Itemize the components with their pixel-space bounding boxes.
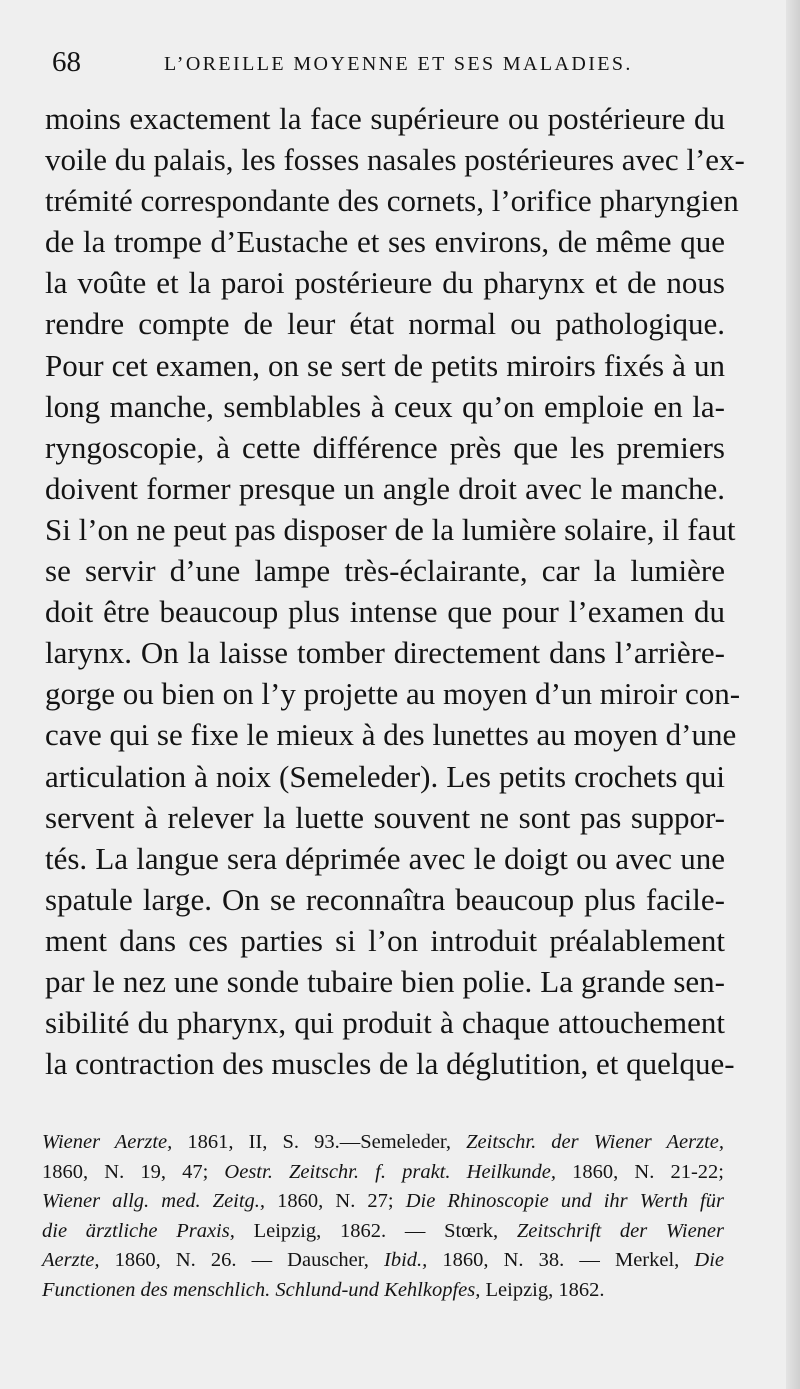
text-line: long manche, semblables à ceux qu’on emploie en la-	[45, 388, 725, 424]
text-line: rendre compte de leur état normal ou pathologique.	[45, 306, 725, 342]
text-line: doit être beaucoup plus intense que pour l’examen du	[45, 594, 725, 630]
text-line: larynx. On la laisse tomber directement dans l’arrière-	[45, 635, 725, 671]
text-line: Si l’on ne peut pas disposer de la lumière solaire, il faut	[45, 511, 736, 547]
page-number: 68	[52, 46, 81, 78]
footnote-segment: Die Rhinoscopie und ihr Werth für	[405, 1190, 724, 1212]
page-header	[52, 46, 722, 82]
footnote-segment: Aerzte,	[42, 1249, 100, 1271]
text-line: la contraction des muscles de la déglutition, et quelque-	[45, 1046, 735, 1082]
text-line: moins exactement la face supérieure ou postérieure du	[45, 101, 725, 136]
footnote-segment: Functionen des menschlich. Schlund-und Kehlkopfes,	[42, 1278, 481, 1301]
text-line: trémité correspondante des cornets, l’orifice pharyngien	[45, 183, 739, 219]
text-line: par le nez une sonde tubaire bien polie. La grande sen-	[45, 963, 725, 999]
footnote-segment: Die	[694, 1249, 724, 1271]
text-line: doivent former presque un angle droit avec le manche.	[45, 470, 725, 506]
text-line: ryngoscopie, à cette différence près que les premiers	[45, 429, 725, 465]
footnote-segment: 1860, N. 19, 47;	[42, 1160, 225, 1183]
text-line: articulation à noix (Semeleder). Les petits crochets qui	[45, 758, 725, 794]
footnote-line	[42, 1158, 724, 1188]
footnote-segment: 1860, N. 38. — Merkel,	[427, 1249, 695, 1271]
footnote-segment: Ibid.,	[384, 1249, 428, 1271]
page-edge-shadow	[786, 0, 800, 1389]
footnote-segment: Oestr. Zeitschr. f. prakt. Heilkunde,	[224, 1160, 557, 1183]
footnote-segment: 1860, N. 26. — Dauscher,	[99, 1249, 384, 1271]
footnote-segment: Leipzig, 1862. — Stœrk,	[234, 1219, 517, 1242]
footnote-segment: 1861, II, S. 93.—Semeleder,	[172, 1131, 467, 1153]
text-line: de la trompe d’Eustache et ses environs, de même que	[45, 224, 725, 260]
footnote-line	[42, 1128, 724, 1158]
running-title: L’OREILLE MOYENNE ET SES MALADIES.	[164, 53, 633, 75]
footnote	[42, 1128, 724, 1305]
footnote-segment: Zeitschrift der Wiener	[516, 1219, 724, 1242]
footnote-line	[42, 1276, 724, 1306]
footnote-line	[42, 1187, 724, 1217]
text-line: se servir d’une lampe très-éclairante, car la lumière	[45, 553, 725, 589]
text-line: spatule large. On se reconnaîtra beaucoup plus facile-	[45, 881, 725, 917]
footnote-segment: die ärztliche Praxis,	[42, 1219, 235, 1242]
footnote-line	[42, 1217, 724, 1247]
text-line: voile du palais, les fosses nasales postérieures avec l’ex-	[45, 142, 745, 178]
text-line: ment dans ces parties si l’on introduit préalablement	[45, 922, 725, 958]
footnote-segment: Wiener allg. med. Zeitg.,	[42, 1190, 266, 1212]
body-text	[45, 98, 745, 1084]
text-line: servent à relever la luette souvent ne sont pas suppor-	[45, 799, 725, 835]
footnote-line	[42, 1246, 724, 1276]
text-line: gorge ou bien on l’y projette au moyen d’un miroir con-	[45, 676, 741, 712]
text-line: tés. La langue sera déprimée avec le doigt ou avec une	[45, 840, 725, 876]
footnote-segment: Zeitschr. der Wiener Aerzte,	[466, 1131, 724, 1153]
text-line: Pour cet examen, on se sert de petits miroirs fixés à un	[45, 347, 725, 383]
text-line: cave qui se fixe le mieux à des lunettes au moyen d’une	[45, 717, 737, 753]
text-line: sibilité du pharynx, qui produit à chaque attouchement	[45, 1005, 725, 1041]
footnote-segment: Leipzig, 1862.	[480, 1278, 605, 1301]
footnote-segment: Wiener Aerzte,	[42, 1131, 173, 1153]
text-line: la voûte et la paroi postérieure du pharynx et de nous	[45, 265, 725, 301]
footnote-segment: 1860, N. 21-22;	[556, 1160, 725, 1183]
footnote-segment: 1860, N. 27;	[265, 1190, 406, 1212]
